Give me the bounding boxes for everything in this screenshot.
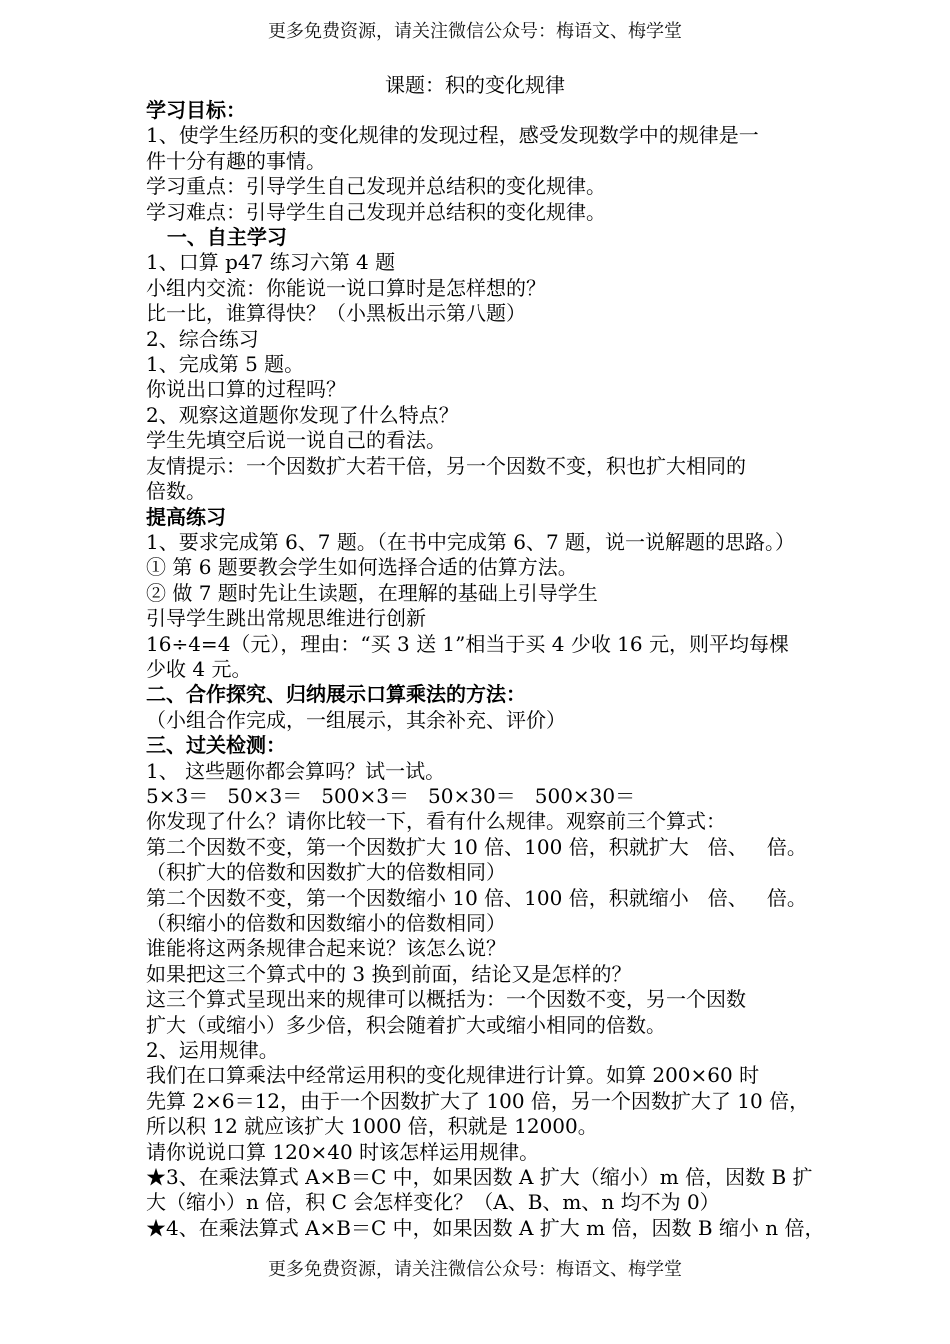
text-line: 谁能将这两条规律合起来说？该怎么说？ xyxy=(146,936,506,961)
text-line: ★4、在乘法算式 A×B＝C 中，如果因数 A 扩大 m 倍，因数 B 缩小 n 倍， xyxy=(146,1215,825,1240)
text-line: ★3、在乘法算式 A×B＝C 中，如果因数 A 扩大（缩小）m 倍，因数 B 扩 xyxy=(146,1165,813,1190)
text-line: 先算 2×6＝12，由于一个因数扩大了 100 倍，另一个因数扩大了 10 倍， xyxy=(146,1088,810,1113)
page-header: 更多免费资源，请关注微信公众号：梅语文、梅学堂 xyxy=(268,21,682,42)
text-line: 16÷4=4（元），理由：“买 3 送 1”相当于买 4 少收 16 元，则平均每棵 xyxy=(146,631,789,656)
text-line: 2、综合练习 xyxy=(146,326,259,351)
text-line: 倍数。 xyxy=(146,479,206,504)
text-line: 1、口算 p47 练习六第 4 题 xyxy=(146,250,396,275)
text-line: 1、使学生经历积的变化规律的发现过程，感受发现数学中的规律是一 xyxy=(146,123,759,148)
section-heading: 提高练习 xyxy=(146,504,226,529)
text-line: 2、运用规律。 xyxy=(146,1038,279,1063)
text-line: 1、 这些题你都会算吗？试一试。 xyxy=(146,758,446,783)
section-heading: 二、合作探究、归纳展示口算乘法的方法： xyxy=(146,682,526,707)
text-line: 1、完成第 5 题。 xyxy=(146,352,305,377)
text-line: 比一比，谁算得快？（小黑板出示第八题） xyxy=(146,301,526,326)
text-line: 扩大（或缩小）多少倍，积会随着扩大或缩小相同的倍数。 xyxy=(146,1012,666,1037)
text-line: 请你说说口算 120×40 时该怎样运用规律。 xyxy=(146,1139,540,1164)
text-line: 学习难点：引导学生自己发现并总结积的变化规律。 xyxy=(146,199,606,224)
section-heading: 学习目标： xyxy=(146,98,246,122)
text-line: ① 第 6 题要教会学生如何选择合适的估算方法。 xyxy=(146,555,578,580)
text-line: （积缩小的倍数和因数缩小的倍数相同） xyxy=(146,911,506,935)
text-line: 小组内交流：你能说一说口算时是怎样想的？ xyxy=(146,275,546,300)
text-line: （积扩大的倍数和因数扩大的倍数相同） xyxy=(146,860,506,885)
text-line: 件十分有趣的事情。 xyxy=(146,148,326,173)
page-title: 课题：积的变化规律 xyxy=(385,73,565,97)
text-line: 如果把这三个算式中的 3 换到前面，结论又是怎样的？ xyxy=(146,961,632,986)
section-heading: 三、过关检测： xyxy=(146,733,286,758)
text-line: 1、要求完成第 6、7 题。（在书中完成第 6、7 题，说一说解题的思路。） xyxy=(146,529,796,554)
text-line: 学习重点：引导学生自己发现并总结积的变化规律。 xyxy=(146,174,606,199)
text-line: 这三个算式呈现出来的规律可以概括为：一个因数不变，另一个因数 xyxy=(146,987,746,1012)
page-footer: 更多免费资源，请关注微信公众号：梅语文、梅学堂 xyxy=(268,1259,682,1280)
text-line: 少收 4 元。 xyxy=(146,656,252,681)
text-line: 引导学生跳出常规思维进行创新 xyxy=(146,606,426,631)
section-heading: 一、自主学习 xyxy=(146,225,287,250)
text-line: 5×3＝ 50×3＝ 500×3＝ 50×30＝ 500×30＝ xyxy=(146,783,636,808)
text-line: 第二个因数不变，第一个因数扩大 10 倍、100 倍，积就扩大 倍、 倍。 xyxy=(146,834,807,859)
text-line: 大（缩小）n 倍，积 C 会怎样变化？（A、B、m、n 均不为 0） xyxy=(146,1190,720,1215)
text-line: 2、观察这道题你发现了什么特点？ xyxy=(146,402,459,427)
text-line: 你说出口算的过程吗？ xyxy=(146,377,346,402)
text-line: 我们在口算乘法中经常运用积的变化规律进行计算。如算 200×60 时 xyxy=(146,1063,760,1088)
text-line: 友情提示：一个因数扩大若干倍，另一个因数不变，积也扩大相同的 xyxy=(146,453,746,478)
text-line: 第二个因数不变，第一个因数缩小 10 倍、100 倍，积就缩小 倍、 倍。 xyxy=(146,885,807,910)
text-line: 你发现了什么？请你比较一下，看有什么规律。观察前三个算式： xyxy=(146,809,726,834)
text-line: 学生先填空后说一说自己的看法。 xyxy=(146,428,446,453)
text-line: （小组合作完成，一组展示，其余补充、评价） xyxy=(146,707,566,732)
text-line: ② 做 7 题时先让生读题，在理解的基础上引导学生 xyxy=(146,580,598,605)
text-line: 所以积 12 就应该扩大 1000 倍，积就是 12000。 xyxy=(146,1114,598,1139)
document-body xyxy=(146,98,826,1241)
